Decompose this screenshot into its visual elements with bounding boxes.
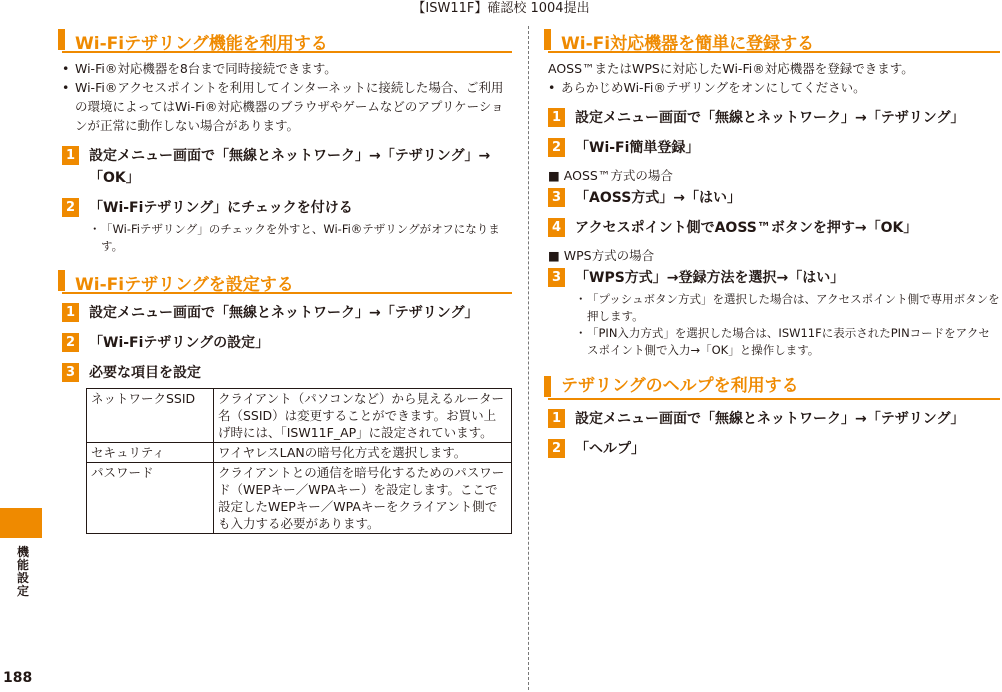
step-number: 1 bbox=[62, 146, 79, 165]
step-text: 設定メニュー画面で「無線とネットワーク」→「テザリング」 bbox=[575, 411, 965, 427]
column-divider bbox=[528, 26, 529, 690]
section-title-text: Wi-Fi bbox=[75, 275, 125, 295]
list-item: • Wi-Fi®アクセスポイントを利用してインターネットに接続した場合、ご利用の環境によってはWi-Fi®対応機器のブラウザやゲームなどのアプリケーションが正常に動作しない場合があります。 bbox=[62, 80, 504, 133]
step-text: 設定メニュー画面で「無線とネットワーク」→「テザリング」→「OK」 bbox=[89, 148, 491, 186]
step-text: 設定メニュー画面で「無線とネットワーク」→「テザリング」 bbox=[575, 110, 965, 126]
step-text: 必要な項目を設定 bbox=[89, 365, 201, 381]
left-column bbox=[62, 28, 512, 534]
chapter-tab bbox=[0, 508, 42, 538]
step-text: 「Wi-Fiテザリング」にチェックを付ける bbox=[89, 200, 353, 216]
step-text: 「WPS方式」→登録方法を選択→「はい」 bbox=[575, 270, 845, 286]
step-number: 1 bbox=[548, 409, 565, 428]
step-text: 「Wi-Fi簡単登録」 bbox=[575, 140, 700, 156]
note-item: ・ 「Wi-Fiテザリング」のチェックを外すと、Wi-Fi®テザリングがオフになります。 bbox=[89, 222, 500, 253]
step-1 bbox=[62, 145, 512, 189]
step-3 bbox=[548, 187, 1000, 209]
step-3 bbox=[548, 267, 1000, 359]
step-text: 設定メニュー画面で「無線とネットワーク」→「テザリング」 bbox=[89, 305, 479, 321]
page-number: 188 bbox=[3, 670, 33, 686]
bullet-list bbox=[62, 59, 512, 135]
section-bar bbox=[544, 29, 551, 50]
section-title-help bbox=[548, 375, 1000, 400]
step-text: 「Wi-Fiテザリングの設定」 bbox=[89, 335, 270, 351]
step-2 bbox=[548, 438, 1000, 460]
section-bar bbox=[544, 376, 551, 397]
step-2 bbox=[62, 332, 512, 354]
intro-text: AOSS™またはWPSに対応したWi-Fi®対応機器を登録できます。 bbox=[548, 61, 914, 76]
step-number: 2 bbox=[62, 333, 79, 352]
step-number: 4 bbox=[548, 218, 565, 237]
step-text: アクセスポイント側でAOSS™ボタンを押す→「OK」 bbox=[575, 220, 918, 236]
section-bar bbox=[58, 29, 65, 50]
mode-heading-wps: ■ WPS方式の場合 bbox=[548, 248, 655, 263]
step-text: 「ヘルプ」 bbox=[575, 441, 645, 457]
note-item: ・ 「プッシュボタン方式」を選択した場合は、アクセスポイント側で専用ボタンを押します。 bbox=[575, 292, 1000, 323]
table-row: ネットワークSSID クライアント（パソコンなど）から見えるルーター名（SSID）は変更することができます。お買い上げ時には、「ISW11F_AP」に設定されています。 bbox=[87, 389, 512, 443]
step-2 bbox=[548, 137, 1000, 159]
step-number: 3 bbox=[548, 188, 565, 207]
step-4 bbox=[548, 217, 1000, 239]
list-item: • Wi-Fi®対応機器を8台まで同時接続できます。 bbox=[62, 61, 337, 76]
step-number: 2 bbox=[548, 138, 565, 157]
settings-table bbox=[86, 388, 512, 534]
bullet-list bbox=[548, 78, 1000, 97]
step-1 bbox=[62, 302, 512, 324]
table-row: セキュリティ ワイヤレスLANの暗号化方式を選択します。 bbox=[87, 443, 512, 463]
chapter-label: 機能設定 bbox=[16, 545, 29, 598]
step-number: 3 bbox=[548, 268, 565, 287]
note-item: ・ 「PIN入力方式」を選択した場合は、ISW11Fに表示されたPINコードをアクセスポイント側で入力→「OK」と操作します。 bbox=[575, 326, 990, 357]
step-number: 1 bbox=[62, 303, 79, 322]
section-title-wifi-tethering bbox=[62, 28, 512, 53]
section-title-easy-registration bbox=[548, 28, 1000, 53]
section-title-text: テザリングを設定する bbox=[124, 275, 294, 295]
section-title-text: Wi-Fi bbox=[75, 34, 125, 54]
step-number: 2 bbox=[62, 198, 79, 217]
section-bar bbox=[58, 270, 65, 291]
page-header: 【ISW11F】確認校 1004提出 bbox=[412, 1, 590, 16]
step-2 bbox=[62, 197, 512, 255]
list-item: • あらかじめWi-Fi®テザリングをオンにしてください。 bbox=[548, 80, 866, 95]
section-title-text: Wi-Fi bbox=[561, 34, 611, 54]
step-number: 3 bbox=[62, 363, 79, 382]
step-1 bbox=[548, 107, 1000, 129]
section-title-text: 対応機器を簡単に登録する bbox=[610, 34, 815, 54]
step-1 bbox=[548, 408, 1000, 430]
step-number: 2 bbox=[548, 439, 565, 458]
section-title-text: テザリング機能を利用する bbox=[124, 34, 328, 54]
section-title-text: テザリングのヘルプを利用する bbox=[561, 376, 799, 396]
right-column bbox=[548, 28, 1000, 460]
mode-heading-aoss: ■ AOSS™方式の場合 bbox=[548, 168, 673, 183]
section-title-tethering-settings bbox=[62, 269, 512, 294]
step-text: 「AOSS方式」→「はい」 bbox=[575, 190, 742, 206]
step-3 bbox=[62, 362, 512, 384]
step-number: 1 bbox=[548, 108, 565, 127]
table-row: パスワード クライアントとの通信を暗号化するためのパスワード（WEPキー／WPAキー）を設定します。ここで設定したWEPキー／WPAキーをクライアント側でも入力する必要があります。 bbox=[87, 463, 512, 534]
